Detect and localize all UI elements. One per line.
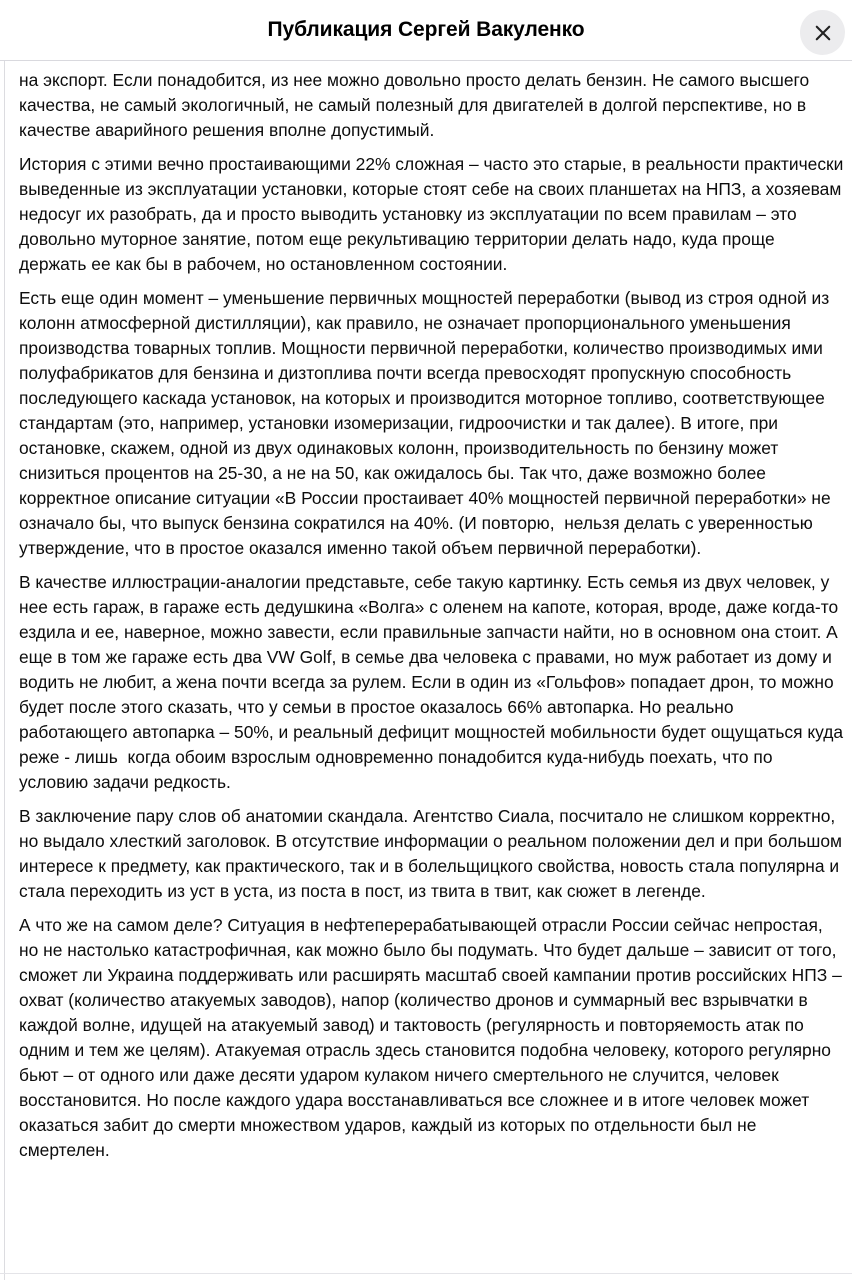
close-icon bbox=[812, 22, 834, 44]
article-paragraph: Есть еще один момент – уменьшение первичных мощностей переработки (вывод из строя одной из колонн атмосферной дистилляции), как правило, не означает пропорционального уменьшения производства товарных топлив. Мощности первичной переработки, количество производимых ими полуфабрикатов для бензина и дизтоплива почти всегда превосходят пропускную способность последующего каскада установок, на которых и производится моторное топливо, соответствующее стандартам (это, например, установки изомеризации, гидроочистки и так далее). В итоге, при остановке, скажем, одной из двух одинаковых колонн, производительность по бензину может снизиться процентов на 25-30, а не на 50, как ожидалось бы. Так что, даже возможно более корректное описание ситуации «В России простаивает 40% мощностей первичной переработки» не означало бы, что выпуск бензина сократился на 40%. (И повторю, нельзя делать с уверенностью утверждение, что в простое оказался именно такой объем первичной переработки). bbox=[19, 288, 836, 558]
article-paragraph: В заключение пару слов об анатомии скандала. Агентство Сиала, посчитало не слишком корректно, но выдало хлесткий заголовок. В отсутствие информации о реальном положении дел и при большом интересе к предмету, как практического, так и в болельщицкого свойства, новость стала популярна и стала переходить из уст в уста, из поста в пост, из твита в твит, как сюжет в легенде. bbox=[19, 806, 847, 901]
modal-header bbox=[0, 0, 852, 60]
article-paragraph: История с этими вечно простаивающими 22% сложная – часто это старые, в реальности практически выведенные из эксплуатации установки, которые стоят себе на своих планшетах на НПЗ, а хозяевам недосуг их разобрать, да и просто выводить установку из эксплуатации по всем правилам – это довольно муторное занятие, потом еще рекультивацию территории делать надо, куда проще держать ее как бы в рабочем, но остановленном состоянии. bbox=[19, 154, 849, 274]
article-paragraph: В качестве иллюстрации-аналогии представьте, себе такую картинку. Есть семья из двух человек, у нее есть гараж, в гараже есть дедушкина «Волга» с оленем на капоте, которая, вроде, даже когда-то ездила и ее, наверное, можно завести, если правильные запчасти найти, но в основном она стоит. А еще в том же гараже есть два VW Golf, в семье два человека с правами, но муж работает из дому и водить не любит, а жена почти всегда за рулем. Если в один из «Гольфов» попадает дрон, то можно будет после этого сказать, что у семьи в простое оказалось 66% автопарка. Но реально работающего автопарка – 50%, и реальный дефицит мощностей мобильности будет ощущаться куда реже - лишь когда обоим взрослым одновременно понадобится куда-нибудь поехать, что по условию задачи редкость. bbox=[19, 572, 848, 792]
article-body bbox=[0, 61, 852, 1273]
close-button[interactable] bbox=[800, 10, 845, 55]
article-paragraph: А что же на самом деле? Ситуация в нефтеперерабатывающей отрасли России сейчас непростая, но не настолько катастрофичная, как можно было бы подумать. Что будет дальше – зависит от того, сможет ли Украина поддерживать или расширять масштаб своей кампании против российских НПЗ – охват (количество атакуемых заводов), напор (количество дронов и суммарный вес взрывчатки в каждой волне, идущей на атакуемый завод) и тактовость (регулярность и повторяемость атак по одним и тем же целям). Атакуемая отрасль здесь становится подобна человеку, которого регулярно бьют – от одного или даже десяти ударом кулаком ничего смертельного не случится, человек восстановится. Но после каждого удара восстанавливаться все сложнее и в итоге человек может оказаться забит до смерти множеством ударов, каждый из которых по отдельности был не смертелен. bbox=[19, 915, 847, 1160]
page-title: Публикация Сергей Вакуленко bbox=[267, 18, 585, 41]
bottom-divider bbox=[0, 1273, 852, 1274]
article-paragraph: на экспорт. Если понадобится, из нее можно довольно просто делать бензин. Не самого высшего качества, не самый экологичный, не самый полезный для двигателей в долгой перспективе, но в качестве аварийного решения вполне допустимый. bbox=[19, 70, 815, 140]
